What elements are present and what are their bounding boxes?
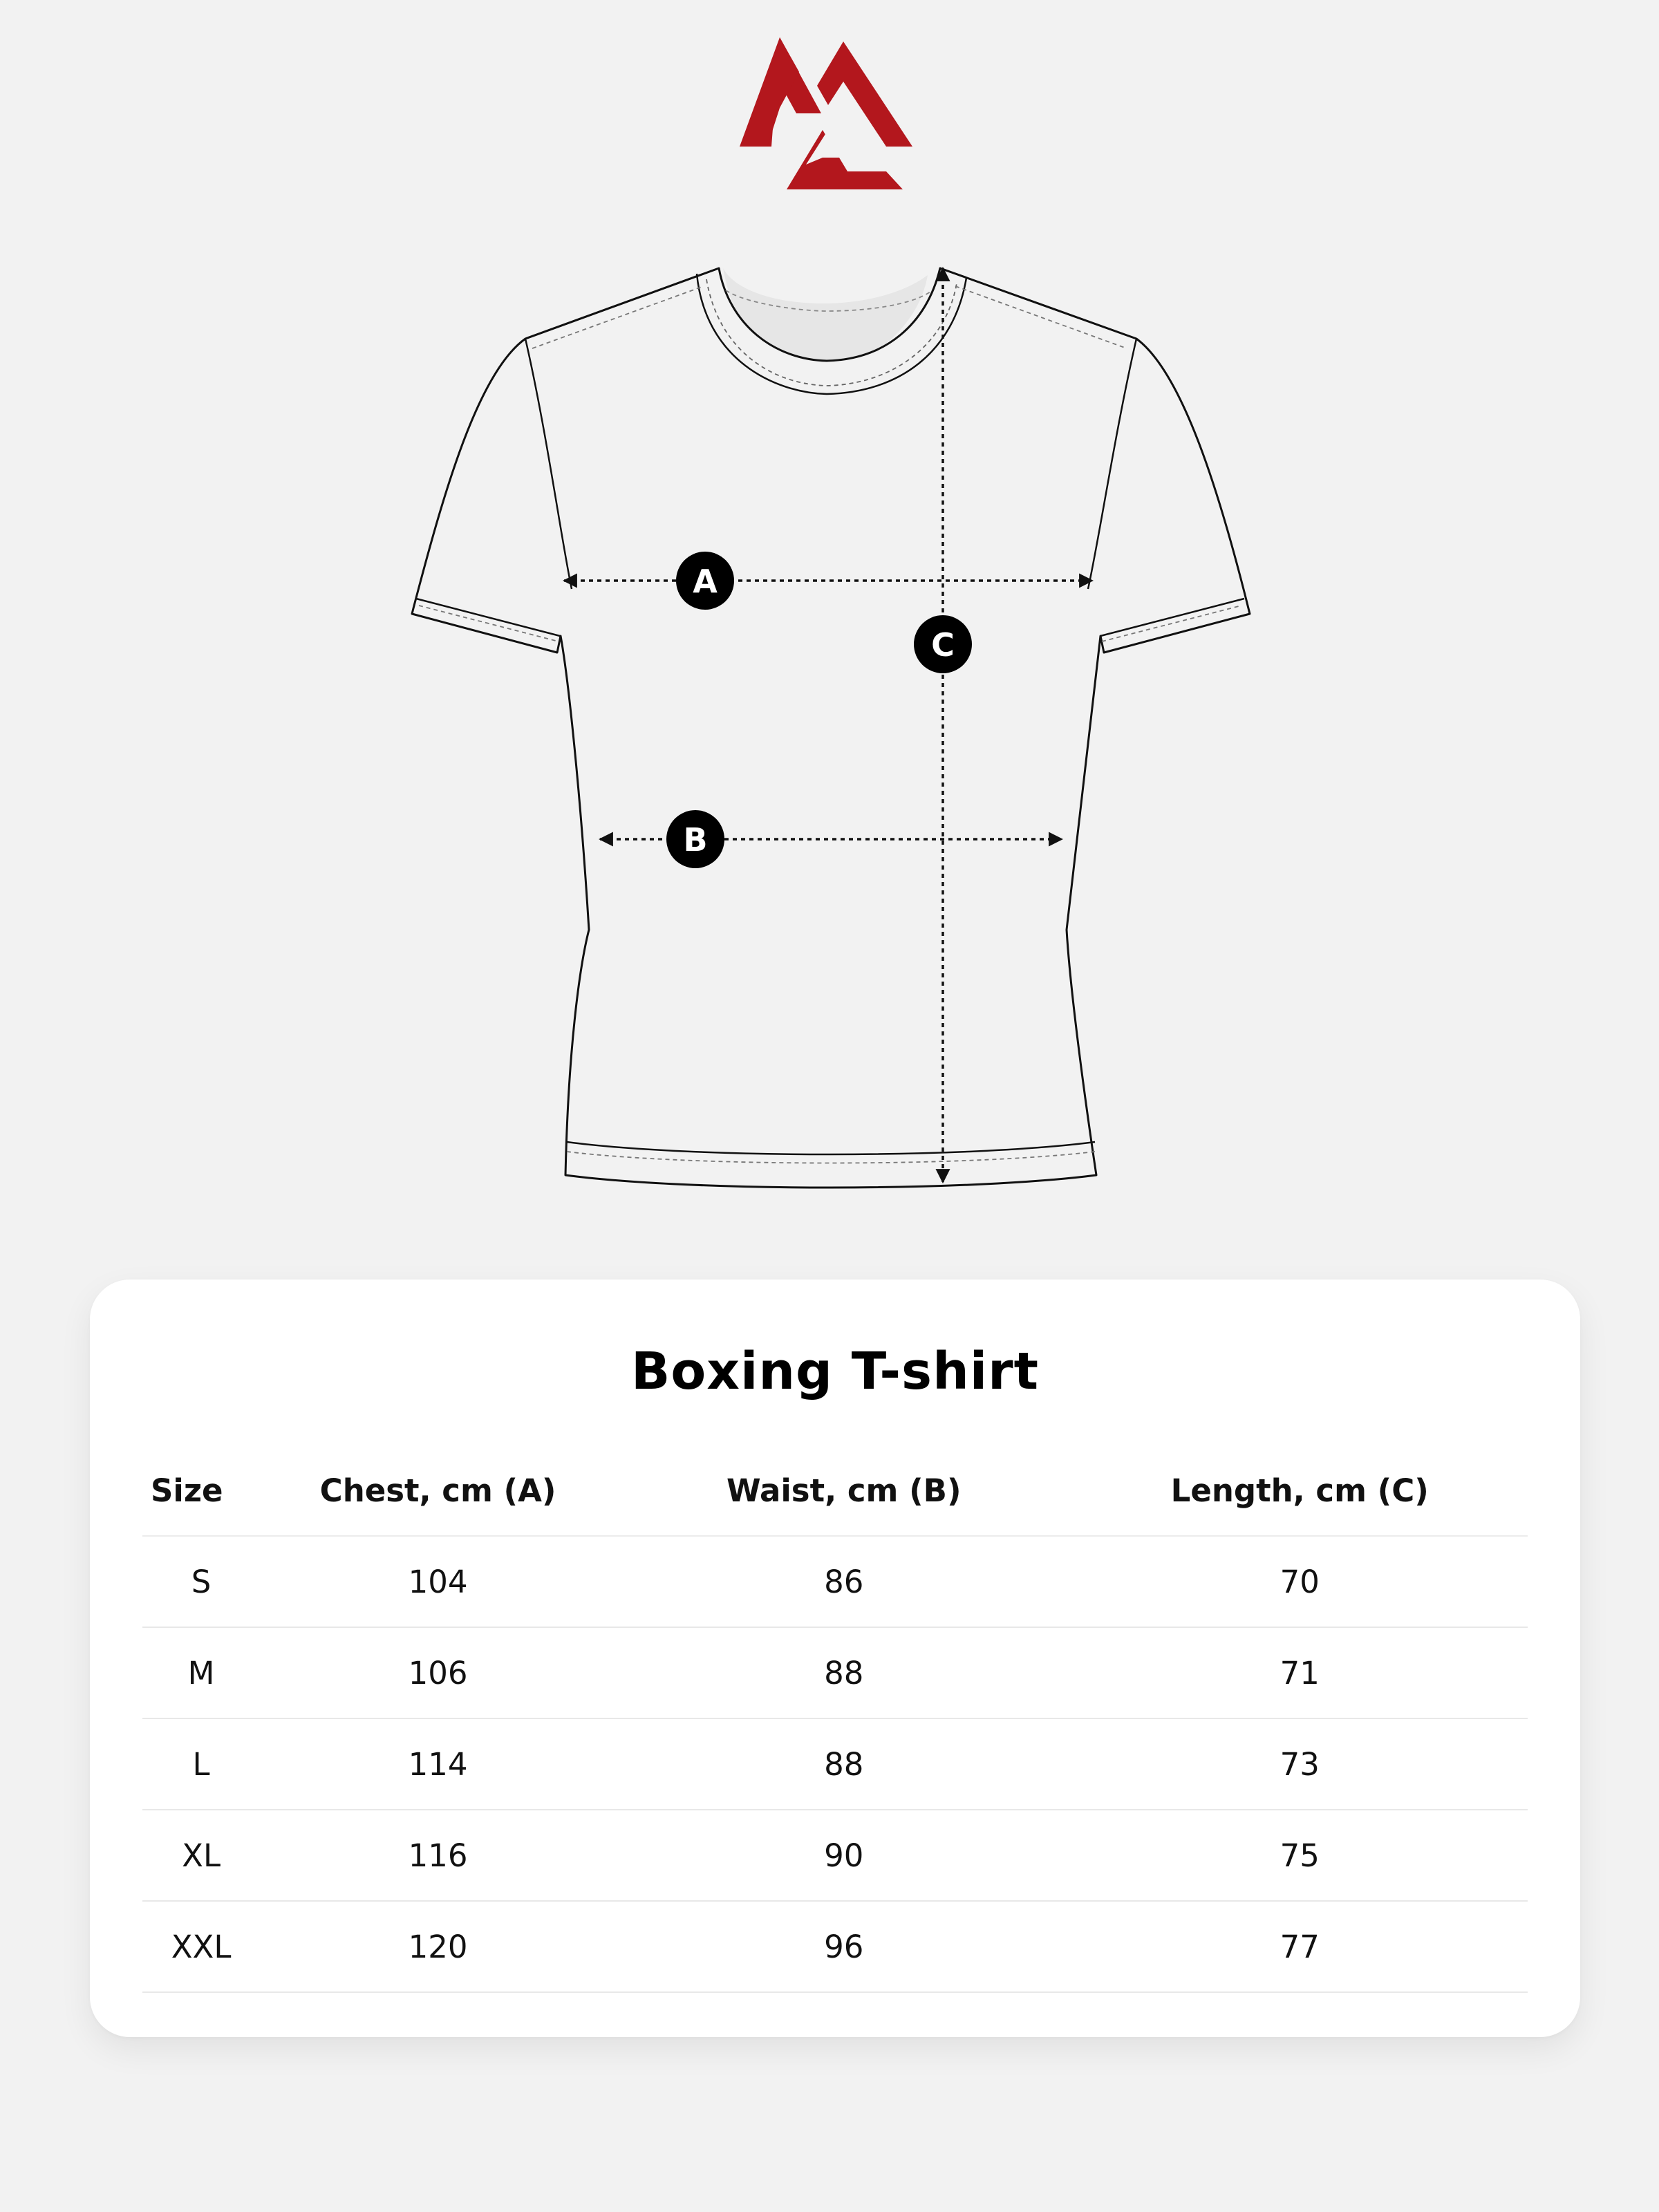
size-chart-card xyxy=(90,1280,1580,2037)
cell-chest: 120 xyxy=(260,1901,616,1992)
cell-size: XXL xyxy=(142,1901,260,1992)
table-row xyxy=(142,1718,1528,1810)
cell-length: 73 xyxy=(1071,1718,1528,1810)
table-row xyxy=(142,1901,1528,1992)
cell-waist: 88 xyxy=(616,1718,1071,1810)
header-size: Size xyxy=(142,1445,260,1536)
cell-waist: 96 xyxy=(616,1901,1071,1992)
size-chart-title: Boxing T-shirt xyxy=(630,1342,1040,1401)
header-length: Length, cm (C) xyxy=(1071,1445,1528,1536)
cell-length: 71 xyxy=(1071,1627,1528,1718)
cell-length: 77 xyxy=(1071,1901,1528,1992)
cell-chest: 116 xyxy=(260,1810,616,1901)
marker-a-label: A xyxy=(693,563,718,600)
header-waist: Waist, cm (B) xyxy=(616,1445,1071,1536)
cell-length: 75 xyxy=(1071,1810,1528,1901)
cell-size: M xyxy=(142,1627,260,1718)
cell-chest: 104 xyxy=(260,1536,616,1627)
marker-a xyxy=(676,552,734,610)
cell-chest: 114 xyxy=(260,1718,616,1810)
cell-length: 70 xyxy=(1071,1536,1528,1627)
marker-c xyxy=(914,615,972,673)
table-row xyxy=(142,1627,1528,1718)
cell-chest: 106 xyxy=(260,1627,616,1718)
cell-size: S xyxy=(142,1536,260,1627)
table-header-row xyxy=(142,1445,1528,1536)
cell-waist: 90 xyxy=(616,1810,1071,1901)
cell-size: XL xyxy=(142,1810,260,1901)
size-table xyxy=(142,1445,1528,1993)
table-row xyxy=(142,1536,1528,1627)
cell-waist: 86 xyxy=(616,1536,1071,1627)
cell-size: L xyxy=(142,1718,260,1810)
marker-b-label: B xyxy=(683,821,708,859)
tshirt-outline xyxy=(412,268,1250,1188)
marker-b xyxy=(666,810,724,868)
header-chest: Chest, cm (A) xyxy=(260,1445,616,1536)
marker-c-label: C xyxy=(931,626,955,664)
table-row xyxy=(142,1810,1528,1901)
cell-waist: 88 xyxy=(616,1627,1071,1718)
